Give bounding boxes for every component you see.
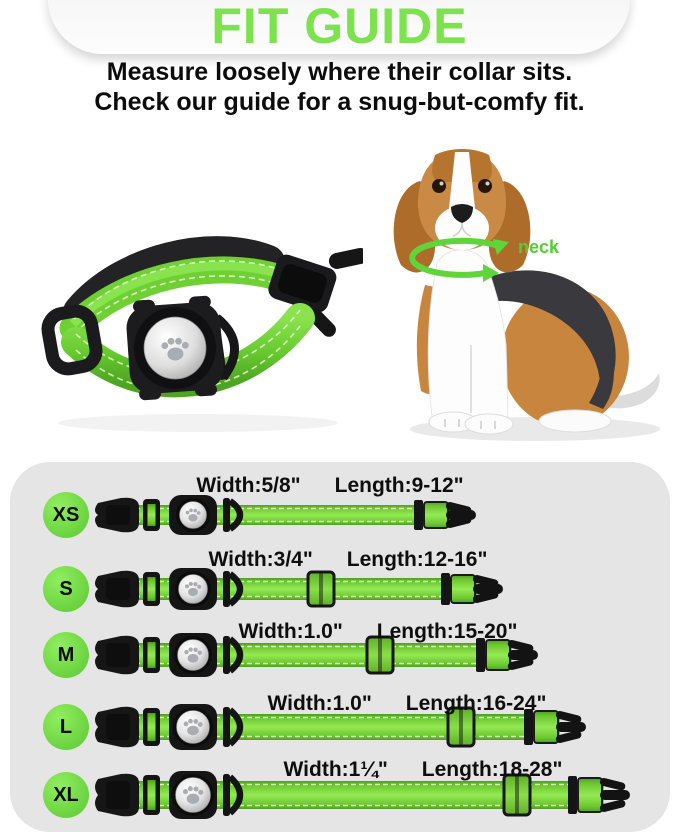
size-measurements-xl (173, 758, 673, 782)
size-measurements-l (157, 692, 657, 716)
size-panel (10, 462, 670, 832)
size-badge-s (43, 566, 89, 612)
width-label: Width:1¼" (283, 758, 388, 781)
size-badge-m (43, 632, 89, 678)
length-label: Length:18-28" (421, 758, 563, 781)
size-badge-label: L (59, 715, 73, 738)
width-label: Width:5/8" (196, 474, 301, 497)
subtitle-line-1: Measure loosely where their collar sits. (106, 58, 573, 86)
length-label: Length:15-20" (376, 620, 518, 643)
size-badge-xs (43, 492, 89, 538)
size-badge-label: S (59, 577, 73, 600)
width-label: Width:1.0" (267, 692, 372, 715)
size-measurements-m (128, 620, 628, 644)
collar-product-photo (28, 220, 363, 438)
airtag-case (125, 295, 226, 401)
size-badge-label: XL (53, 783, 79, 806)
neck-label: neck (518, 237, 560, 257)
width-label: Width:3/4" (208, 548, 313, 571)
size-measurements-s (98, 548, 598, 572)
size-badge-label: M (57, 643, 75, 666)
page-title: FIT GUIDE (211, 0, 468, 54)
size-measurements-xs (80, 474, 580, 498)
size-badge-xl (43, 772, 89, 818)
length-label: Length:9-12" (334, 474, 464, 497)
length-label: Length:16-24" (405, 692, 547, 715)
collar-shadow (58, 414, 338, 432)
width-label: Width:1.0" (238, 620, 343, 643)
subtitle-line-2: Check our guide for a snug-but-comfy fit. (94, 88, 585, 116)
size-badge-l (43, 704, 89, 750)
subtitle (0, 57, 679, 117)
beagle-dog-photo (375, 145, 675, 445)
length-label: Length:12-16" (346, 548, 488, 571)
size-badge-label: XS (52, 503, 80, 526)
